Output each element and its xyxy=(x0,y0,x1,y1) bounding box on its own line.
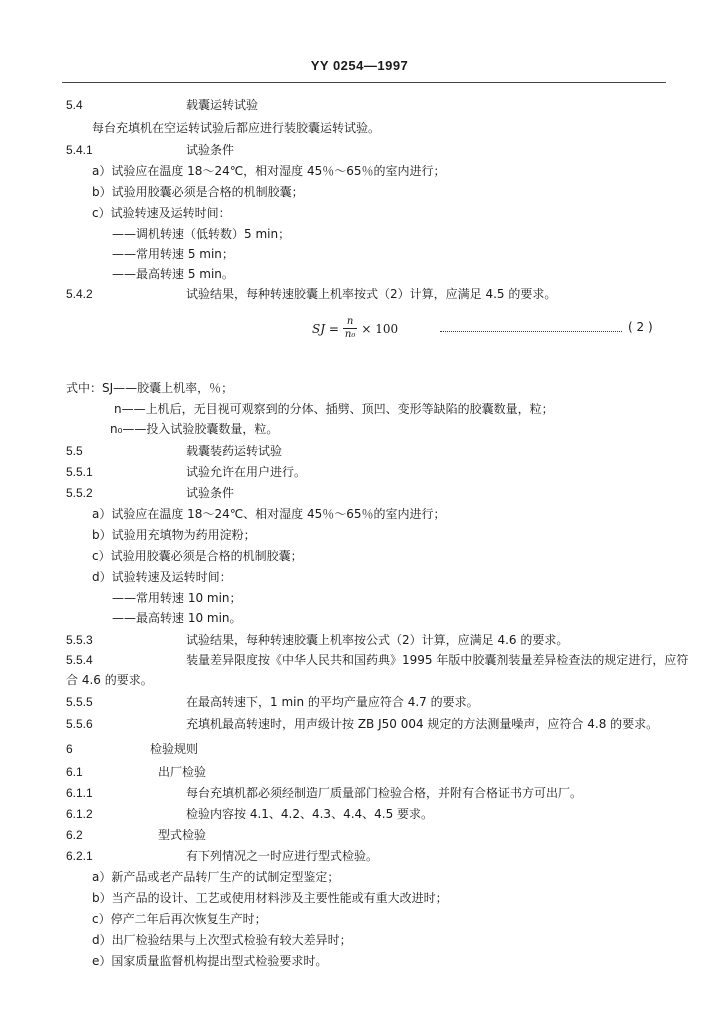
clause-text: 充填机最高转速时，用声级计按 ZB J50 004 规定的方法测量噪声，应符合 4.8 的要求。 xyxy=(186,717,659,731)
body-text: 合 4.6 的要求。 xyxy=(66,673,153,687)
clause-5-4-1 xyxy=(66,141,234,159)
body-text: c）停产二年后再次恢复生产时； xyxy=(92,912,267,926)
text-line xyxy=(92,868,339,886)
clause-text: 检验内容按 4.1、4.2、4.3、4.4、4.5 要求。 xyxy=(186,807,434,821)
clause-number: 5.5.5 xyxy=(66,695,93,709)
clause-5-5-2 xyxy=(66,484,234,502)
text-line xyxy=(92,119,380,137)
text-line xyxy=(92,162,446,180)
clause-5-5-4 xyxy=(66,651,688,669)
body-text: d）试验转速及运转时间： xyxy=(92,570,232,584)
text-line xyxy=(66,379,233,397)
body-text: b）试验用胶囊必须是合格的机制胶囊； xyxy=(92,185,304,199)
body-text: b）当产品的设计、工艺或使用材料涉及主要性能或有重大改进时； xyxy=(92,891,448,905)
clause-5-5-6 xyxy=(66,715,658,733)
body-text: a）新产品或老产品转厂生产的试制定型鉴定； xyxy=(92,870,340,884)
clause-number: 5.5.4 xyxy=(66,653,93,667)
body-text: ——最高转速 5 min。 xyxy=(112,267,234,281)
text-line xyxy=(112,265,234,283)
clause-5-5 xyxy=(66,442,282,460)
clause-text: 试验条件 xyxy=(186,143,235,157)
clause-text: 载囊运转试验 xyxy=(186,98,259,112)
clause-text: 载囊装药运转试验 xyxy=(186,444,283,458)
clause-text: 试验允许在用户进行。 xyxy=(186,465,307,479)
clause-number: 5.4.2 xyxy=(66,287,93,301)
body-text: c）试验转速及运转时间： xyxy=(92,206,231,220)
clause-6 xyxy=(66,740,198,758)
clause-5-4 xyxy=(66,96,258,114)
text-line xyxy=(112,225,290,243)
clause-6-2 xyxy=(66,826,206,844)
text-line xyxy=(66,671,153,689)
clause-number: 5.5.3 xyxy=(66,633,93,647)
body-text: a）试验应在温度 18～24℃、相对湿度 45％～65％的室内进行； xyxy=(92,507,446,521)
clause-text: 试验结果，每种转速胶囊上机率按式（2）计算，应满足 4.5 的要求。 xyxy=(186,287,557,301)
body-text: ——调机转速（低转数）5 min； xyxy=(112,227,291,241)
body-text: n₀——投入试验胶囊数量，粒。 xyxy=(110,422,279,436)
body-text: 每台充填机在空运转试验后都应进行装胶囊运转试验。 xyxy=(92,121,381,135)
clause-text: 装量差异限度按《中华人民共和国药典》1995 年版中胶囊剂装量差异检查法的规定进行，应符 xyxy=(186,653,689,667)
clause-number: 5.5 xyxy=(66,444,83,458)
body-text: ——最高转速 10 min。 xyxy=(112,611,242,625)
clause-number: 6.1.1 xyxy=(66,786,93,800)
clause-text: 型式检验 xyxy=(158,828,207,842)
clause-number: 6 xyxy=(66,742,73,756)
formula-leader-dots xyxy=(440,321,622,332)
formula-rhs: × 100 xyxy=(361,321,399,336)
clause-6-2-1 xyxy=(66,847,378,865)
text-line xyxy=(92,204,231,222)
text-line xyxy=(92,889,448,907)
body-text: b）试验用充填物为药用淀粉； xyxy=(92,528,256,542)
formula-number: ( 2 ) xyxy=(628,320,653,334)
body-text: e）国家质量监督机构提出型式检验要求时。 xyxy=(92,954,328,968)
text-line xyxy=(112,589,242,607)
clause-text: 检验规则 xyxy=(150,742,199,756)
clause-text: 试验条件 xyxy=(186,486,235,500)
body-text: ——常用转速 10 min； xyxy=(112,591,242,605)
clause-5-5-5 xyxy=(66,693,479,711)
clause-number: 6.2 xyxy=(66,828,83,842)
text-line xyxy=(92,568,232,586)
clause-number: 5.5.6 xyxy=(66,717,93,731)
body-text: n——上机后，无目视可观察到的分体、插劈、顶凹、变形等缺陷的胶囊数量，粒； xyxy=(114,402,554,416)
text-line xyxy=(112,609,242,627)
clause-text: 在最高转速下，1 min 的平均产量应符合 4.7 的要求。 xyxy=(186,695,479,709)
clause-number: 6.1 xyxy=(66,765,83,779)
text-line xyxy=(92,183,304,201)
clause-number: 5.5.1 xyxy=(66,465,93,479)
formula-denominator: n₀ xyxy=(344,329,356,340)
body-text: 式中：SJ——胶囊上机率，％； xyxy=(66,381,234,395)
clause-6-1-1 xyxy=(66,784,582,802)
clause-5-4-2 xyxy=(66,285,556,303)
clause-text: 有下列情况之一时应进行型式检验。 xyxy=(186,849,379,863)
clause-number: 6.1.2 xyxy=(66,807,93,821)
text-line xyxy=(92,910,267,928)
text-line xyxy=(110,420,278,438)
body-text: d）出厂检验结果与上次型式检验有较大差异时； xyxy=(92,933,352,947)
clause-number: 5.4.1 xyxy=(66,143,93,157)
clause-number: 5.5.2 xyxy=(66,486,93,500)
body-text: c）试验用胶囊必须是合格的机制胶囊； xyxy=(92,549,303,563)
formula-2 xyxy=(312,316,398,341)
formula-lhs: SJ = xyxy=(312,321,339,336)
clause-5-5-3 xyxy=(66,631,568,649)
text-line xyxy=(92,526,256,544)
body-text: a）试验应在温度 18～24℃，相对湿度 45％～65％的室内进行； xyxy=(92,164,446,178)
clause-text: 每台充填机都必须经制造厂质量部门检验合格，并附有合格证书方可出厂。 xyxy=(186,786,583,800)
clause-number: 5.4 xyxy=(66,98,83,112)
standard-code-header: YY 0254—1997 xyxy=(310,58,409,73)
text-line xyxy=(112,245,234,263)
text-line xyxy=(114,400,554,418)
clause-text: 试验结果，每种转速胶囊上机率按公式（2）计算，应满足 4.6 的要求。 xyxy=(186,633,569,647)
formula-fraction xyxy=(343,316,357,341)
clause-text: 出厂检验 xyxy=(158,765,207,779)
clause-6-1 xyxy=(66,763,206,781)
clause-5-5-1 xyxy=(66,463,306,481)
header-rule xyxy=(62,82,666,83)
clause-6-1-2 xyxy=(66,805,433,823)
body-text: ——常用转速 5 min； xyxy=(112,247,234,261)
text-line xyxy=(92,952,327,970)
clause-number: 6.2.1 xyxy=(66,849,93,863)
text-line xyxy=(92,547,303,565)
text-line xyxy=(92,505,446,523)
formula-numerator: n xyxy=(346,316,354,327)
text-line xyxy=(92,931,352,949)
